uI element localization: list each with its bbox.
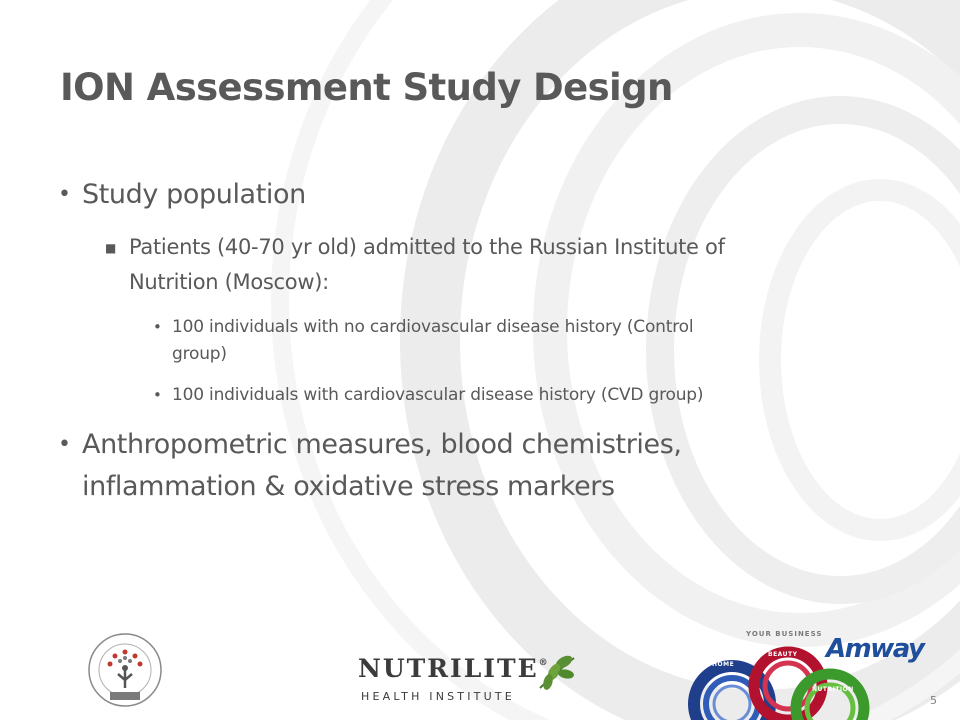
sub-sub-bullet-control: • 100 individuals with no cardiovascular disease history (Control [172,314,693,341]
page-number: 5 [930,694,937,707]
nutrilite-logo [358,652,580,714]
bullet-anthropometric-cont: inflammation & oxidative stress markers [82,471,615,502]
bullet-dot-icon: • [58,182,71,207]
sub-bullet-patients: ■ Patients (40-70 yr old) admitted to the Russian Institute of [129,230,725,265]
bullet-dot-icon: • [153,386,162,404]
bullet-anthropometric: • Anthropometric measures, blood chemistries, [82,424,682,466]
sub-sub-bullet-control-cont: group) [172,344,227,364]
your-business-label: YOUR BUSINESS [746,630,823,638]
institute-seal-logo [82,630,168,714]
ring-label-beauty: BEAUTY [768,651,798,658]
ring-label-home: HOME [712,661,735,668]
square-bullet-icon: ■ [105,241,117,255]
bullet-dot-icon: • [153,318,162,336]
nutrilite-subtitle: HEALTH INSTITUTE [361,690,515,703]
ring-label-nutrition: NUTRITION [812,686,854,693]
leaf-icon [534,652,580,692]
bullet-dot-icon: • [58,432,71,457]
slide-title: ION Assessment Study Design [60,66,673,109]
bullet-study-population: • Study population [82,174,306,216]
sub-bullet-patients-cont: Nutrition (Moscow): [129,270,329,294]
amway-logo: Amway [826,634,924,664]
sub-sub-bullet-cvd: • 100 individuals with cardiovascular disease history (CVD group) [172,382,703,409]
nutrilite-wordmark: NUTRILITE® [358,654,550,683]
